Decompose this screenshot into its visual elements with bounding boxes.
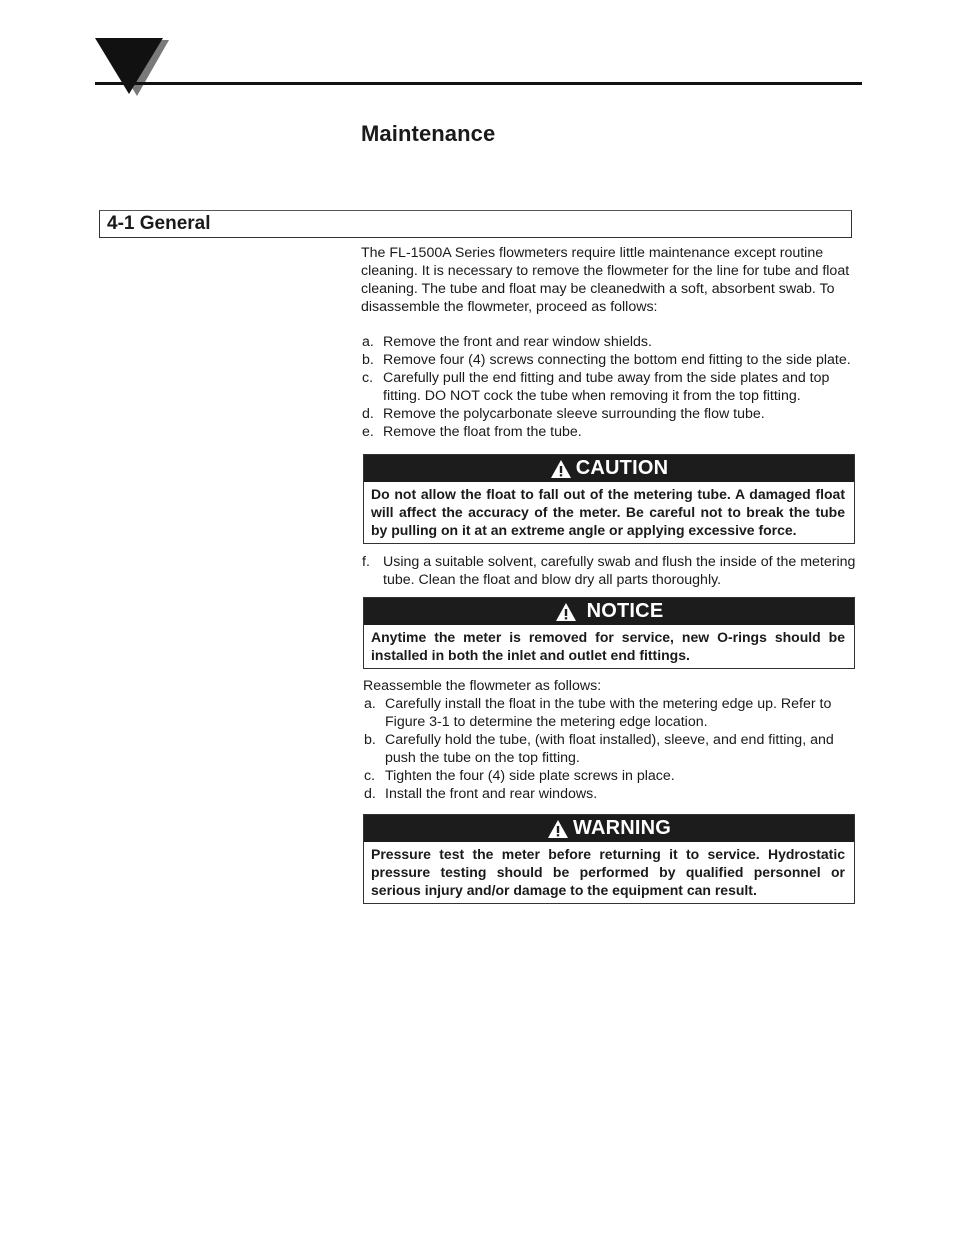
warning-triangle-icon (550, 459, 572, 479)
section-header-box (99, 210, 852, 238)
list-item: b. Remove four (4) screws connecting the bottom end fitting to the side plate. (362, 352, 851, 368)
warning-box (363, 814, 855, 904)
reassembly-steps (363, 695, 857, 803)
caution-title: CAUTION (575, 457, 669, 479)
warning-triangle-icon (547, 819, 569, 839)
notice-box (363, 597, 855, 669)
reassemble-intro: Reassemble the flowmeter as follows: (363, 678, 602, 694)
warning-header (364, 815, 854, 842)
warning-title: WARNING (572, 817, 672, 839)
caution-header (364, 455, 854, 482)
list-item: c. Carefully pull the end fitting and tube away from the side plates and top fitting. DO NOT cock the tube when removing it from the top fitting. (362, 370, 830, 404)
list-item: f. Using a suitable solvent, carefully swab and flush the inside of the metering tube. Clean the float and blow dry all parts thoroughly. (362, 554, 856, 588)
notice-title: NOTICE (586, 600, 664, 622)
notice-header (364, 598, 854, 625)
list-item: d. Install the front and rear windows. (364, 786, 598, 802)
header-rule (95, 82, 862, 85)
disassembly-steps (361, 333, 857, 441)
section-title: 4-1 General (107, 213, 211, 234)
chapter-title: Maintenance (361, 121, 496, 146)
list-item: d. Remove the polycarbonate sleeve surrounding the flow tube. (362, 406, 765, 422)
logo-triangle-icon (93, 36, 173, 98)
list-item: e. Remove the float from the tube. (362, 424, 582, 440)
list-item: c. Tighten the four (4) side plate screws in place. (364, 768, 675, 784)
list-item: b. Carefully hold the tube, (with float installed), sleeve, and end fitting, and push the tube on the top fitting. (364, 732, 834, 766)
notice-text: Anytime the meter is removed for service, new O-rings should be installed in both the inlet and outlet end fittings. (371, 629, 845, 663)
list-item: a. Remove the front and rear window shields. (362, 334, 652, 350)
warning-triangle-icon (555, 602, 577, 622)
intro-paragraph: The FL-1500A Series flowmeters require little maintenance except routine cleaning. It is necessary to remove the flowmeter for the line for tube and float cleaning. The tube and float may be cleanedwith a soft, absorbent swab. To disassemble the flowmeter, proceed as follows: (361, 245, 850, 315)
main-content (361, 244, 857, 904)
cleaning-steps (361, 553, 857, 589)
caution-box (363, 454, 855, 544)
list-item: a. Carefully install the float in the tube with the metering edge up. Refer to Figure 3-1 to determine the metering edge location. (364, 696, 832, 730)
warning-text: Pressure test the meter before returning it to service. Hydrostatic pressure testing should be performed by qualified personnel or serious injury and/or damage to the equipment can result. (371, 846, 845, 898)
caution-text: Do not allow the float to fall out of the metering tube. A damaged float will affect the accuracy of the meter. Be careful not to break the tube by pulling on it at an extreme angle or applying excessive force. (371, 486, 845, 538)
